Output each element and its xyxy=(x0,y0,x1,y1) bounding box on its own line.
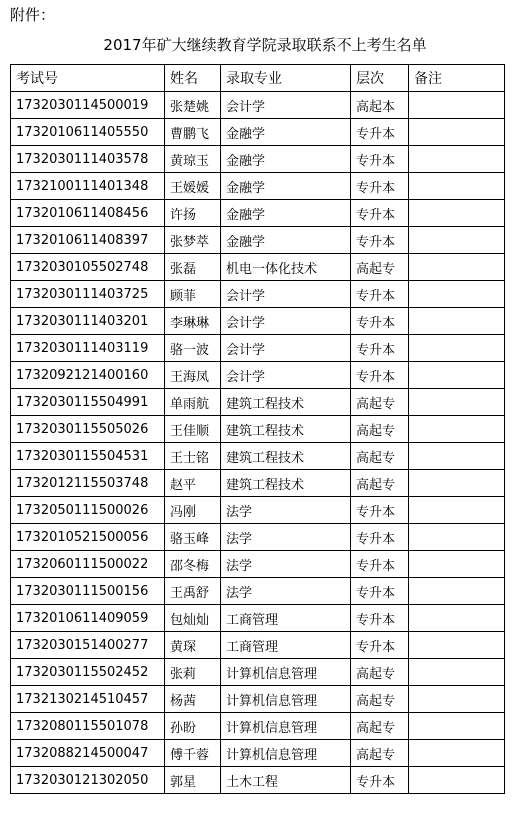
table-header-row xyxy=(11,65,505,92)
level-cell: 专升本 xyxy=(351,605,409,632)
table-row xyxy=(11,416,505,443)
note-cell xyxy=(409,659,505,686)
exam-id-cell: 1732010611405550 xyxy=(11,119,165,146)
note-cell xyxy=(409,335,505,362)
note-cell xyxy=(409,470,505,497)
table-row xyxy=(11,470,505,497)
table-row xyxy=(11,335,505,362)
table-row xyxy=(11,686,505,713)
student-table xyxy=(10,64,505,794)
level-cell: 高起专 xyxy=(351,713,409,740)
table-row xyxy=(11,281,505,308)
name-cell: 郭星 xyxy=(165,767,221,794)
table-body xyxy=(11,92,505,794)
major-cell: 计算机信息管理 xyxy=(221,659,351,686)
major-cell: 建筑工程技术 xyxy=(221,443,351,470)
major-cell: 金融学 xyxy=(221,227,351,254)
table-row xyxy=(11,146,505,173)
note-cell xyxy=(409,416,505,443)
exam-id-cell: 1732030114500019 xyxy=(11,92,165,119)
note-cell xyxy=(409,632,505,659)
level-cell: 专升本 xyxy=(351,767,409,794)
level-cell: 专升本 xyxy=(351,119,409,146)
level-cell: 高起专 xyxy=(351,470,409,497)
level-cell: 专升本 xyxy=(351,497,409,524)
major-cell: 计算机信息管理 xyxy=(221,686,351,713)
level-cell: 高起专 xyxy=(351,254,409,281)
level-cell: 高起专 xyxy=(351,740,409,767)
exam-id-cell: 1732012115503748 xyxy=(11,470,165,497)
column-header-major: 录取专业 xyxy=(221,65,351,92)
major-cell: 金融学 xyxy=(221,146,351,173)
table-row xyxy=(11,362,505,389)
name-cell: 曹鹏飞 xyxy=(165,119,221,146)
exam-id-cell: 1732030111403119 xyxy=(11,335,165,362)
exam-id-cell: 1732010521500056 xyxy=(11,524,165,551)
exam-id-cell: 1732092121400160 xyxy=(11,362,165,389)
note-cell xyxy=(409,497,505,524)
column-header-name: 姓名 xyxy=(165,65,221,92)
table-row xyxy=(11,740,505,767)
name-cell: 冯刚 xyxy=(165,497,221,524)
major-cell: 会计学 xyxy=(221,281,351,308)
exam-id-cell: 1732030115504991 xyxy=(11,389,165,416)
name-cell: 张磊 xyxy=(165,254,221,281)
name-cell: 王禹舒 xyxy=(165,578,221,605)
note-cell xyxy=(409,551,505,578)
note-cell xyxy=(409,578,505,605)
level-cell: 高起专 xyxy=(351,443,409,470)
level-cell: 专升本 xyxy=(351,632,409,659)
major-cell: 会计学 xyxy=(221,308,351,335)
note-cell xyxy=(409,713,505,740)
table-row xyxy=(11,524,505,551)
name-cell: 李琳琳 xyxy=(165,308,221,335)
exam-id-cell: 1732030111403725 xyxy=(11,281,165,308)
level-cell: 专升本 xyxy=(351,200,409,227)
major-cell: 法学 xyxy=(221,497,351,524)
level-cell: 专升本 xyxy=(351,146,409,173)
level-cell: 专升本 xyxy=(351,578,409,605)
major-cell: 法学 xyxy=(221,551,351,578)
major-cell: 工商管理 xyxy=(221,605,351,632)
note-cell xyxy=(409,443,505,470)
name-cell: 邵冬梅 xyxy=(165,551,221,578)
note-cell xyxy=(409,362,505,389)
name-cell: 骆一波 xyxy=(165,335,221,362)
note-cell xyxy=(409,308,505,335)
name-cell: 黄琼玉 xyxy=(165,146,221,173)
column-header-note: 备注 xyxy=(409,65,505,92)
exam-id-cell: 1732030111500156 xyxy=(11,578,165,605)
name-cell: 黄琛 xyxy=(165,632,221,659)
column-header-level: 层次 xyxy=(351,65,409,92)
exam-id-cell: 1732010611409059 xyxy=(11,605,165,632)
level-cell: 高起专 xyxy=(351,659,409,686)
name-cell: 傅千蓉 xyxy=(165,740,221,767)
name-cell: 包灿灿 xyxy=(165,605,221,632)
table-row xyxy=(11,497,505,524)
exam-id-cell: 1732010611408397 xyxy=(11,227,165,254)
level-cell: 高起本 xyxy=(351,92,409,119)
major-cell: 法学 xyxy=(221,524,351,551)
major-cell: 建筑工程技术 xyxy=(221,389,351,416)
level-cell: 专升本 xyxy=(351,308,409,335)
table-row xyxy=(11,254,505,281)
name-cell: 顾菲 xyxy=(165,281,221,308)
exam-id-cell: 1732030115502452 xyxy=(11,659,165,686)
note-cell xyxy=(409,605,505,632)
major-cell: 会计学 xyxy=(221,362,351,389)
major-cell: 金融学 xyxy=(221,119,351,146)
note-cell xyxy=(409,173,505,200)
table-row xyxy=(11,659,505,686)
major-cell: 建筑工程技术 xyxy=(221,470,351,497)
column-header-exam-id: 考试号 xyxy=(11,65,165,92)
name-cell: 杨茜 xyxy=(165,686,221,713)
name-cell: 许扬 xyxy=(165,200,221,227)
level-cell: 专升本 xyxy=(351,281,409,308)
exam-id-cell: 1732030151400277 xyxy=(11,632,165,659)
name-cell: 孙盼 xyxy=(165,713,221,740)
document-title: 2017年矿大继续教育学院录取联系不上考生名单 xyxy=(103,36,427,54)
name-cell: 骆玉峰 xyxy=(165,524,221,551)
major-cell: 金融学 xyxy=(221,200,351,227)
level-cell: 专升本 xyxy=(351,524,409,551)
major-cell: 法学 xyxy=(221,578,351,605)
table-row xyxy=(11,119,505,146)
exam-id-cell: 1732030105502748 xyxy=(11,254,165,281)
note-cell xyxy=(409,92,505,119)
exam-id-cell: 1732030111403578 xyxy=(11,146,165,173)
level-cell: 专升本 xyxy=(351,362,409,389)
note-cell xyxy=(409,200,505,227)
attachment-label: 附件： xyxy=(10,6,56,24)
level-cell: 高起专 xyxy=(351,686,409,713)
name-cell: 王佳顺 xyxy=(165,416,221,443)
note-cell xyxy=(409,524,505,551)
exam-id-cell: 1732030115504531 xyxy=(11,443,165,470)
name-cell: 王士铭 xyxy=(165,443,221,470)
table-row xyxy=(11,605,505,632)
note-cell xyxy=(409,686,505,713)
exam-id-cell: 1732010611408456 xyxy=(11,200,165,227)
exam-id-cell: 1732030115505026 xyxy=(11,416,165,443)
level-cell: 专升本 xyxy=(351,173,409,200)
table-row xyxy=(11,632,505,659)
table-row xyxy=(11,551,505,578)
name-cell: 赵平 xyxy=(165,470,221,497)
name-cell: 王媛媛 xyxy=(165,173,221,200)
major-cell: 土木工程 xyxy=(221,767,351,794)
name-cell: 张梦萃 xyxy=(165,227,221,254)
level-cell: 高起专 xyxy=(351,416,409,443)
note-cell xyxy=(409,227,505,254)
table-row xyxy=(11,227,505,254)
major-cell: 建筑工程技术 xyxy=(221,416,351,443)
major-cell: 金融学 xyxy=(221,173,351,200)
exam-id-cell: 1732130214510457 xyxy=(11,686,165,713)
exam-id-cell: 1732030111403201 xyxy=(11,308,165,335)
table-row xyxy=(11,200,505,227)
table-row xyxy=(11,389,505,416)
note-cell xyxy=(409,146,505,173)
note-cell xyxy=(409,254,505,281)
table-row xyxy=(11,713,505,740)
level-cell: 专升本 xyxy=(351,551,409,578)
level-cell: 专升本 xyxy=(351,335,409,362)
major-cell: 会计学 xyxy=(221,92,351,119)
table-row xyxy=(11,308,505,335)
level-cell: 高起专 xyxy=(351,389,409,416)
table-row xyxy=(11,578,505,605)
exam-id-cell: 1732100111401348 xyxy=(11,173,165,200)
level-cell: 专升本 xyxy=(351,227,409,254)
note-cell xyxy=(409,119,505,146)
exam-id-cell: 1732030121302050 xyxy=(11,767,165,794)
major-cell: 机电一体化技术 xyxy=(221,254,351,281)
exam-id-cell: 1732088214500047 xyxy=(11,740,165,767)
table-row xyxy=(11,767,505,794)
name-cell: 王海凤 xyxy=(165,362,221,389)
exam-id-cell: 1732080115501078 xyxy=(11,713,165,740)
exam-id-cell: 1732060111500022 xyxy=(11,551,165,578)
table-row xyxy=(11,443,505,470)
note-cell xyxy=(409,740,505,767)
table-row xyxy=(11,92,505,119)
name-cell: 单雨航 xyxy=(165,389,221,416)
exam-id-cell: 1732050111500026 xyxy=(11,497,165,524)
name-cell: 张莉 xyxy=(165,659,221,686)
major-cell: 工商管理 xyxy=(221,632,351,659)
note-cell xyxy=(409,389,505,416)
major-cell: 计算机信息管理 xyxy=(221,740,351,767)
name-cell: 张楚姚 xyxy=(165,92,221,119)
major-cell: 会计学 xyxy=(221,335,351,362)
major-cell: 计算机信息管理 xyxy=(221,713,351,740)
note-cell xyxy=(409,281,505,308)
note-cell xyxy=(409,767,505,794)
table-row xyxy=(11,173,505,200)
